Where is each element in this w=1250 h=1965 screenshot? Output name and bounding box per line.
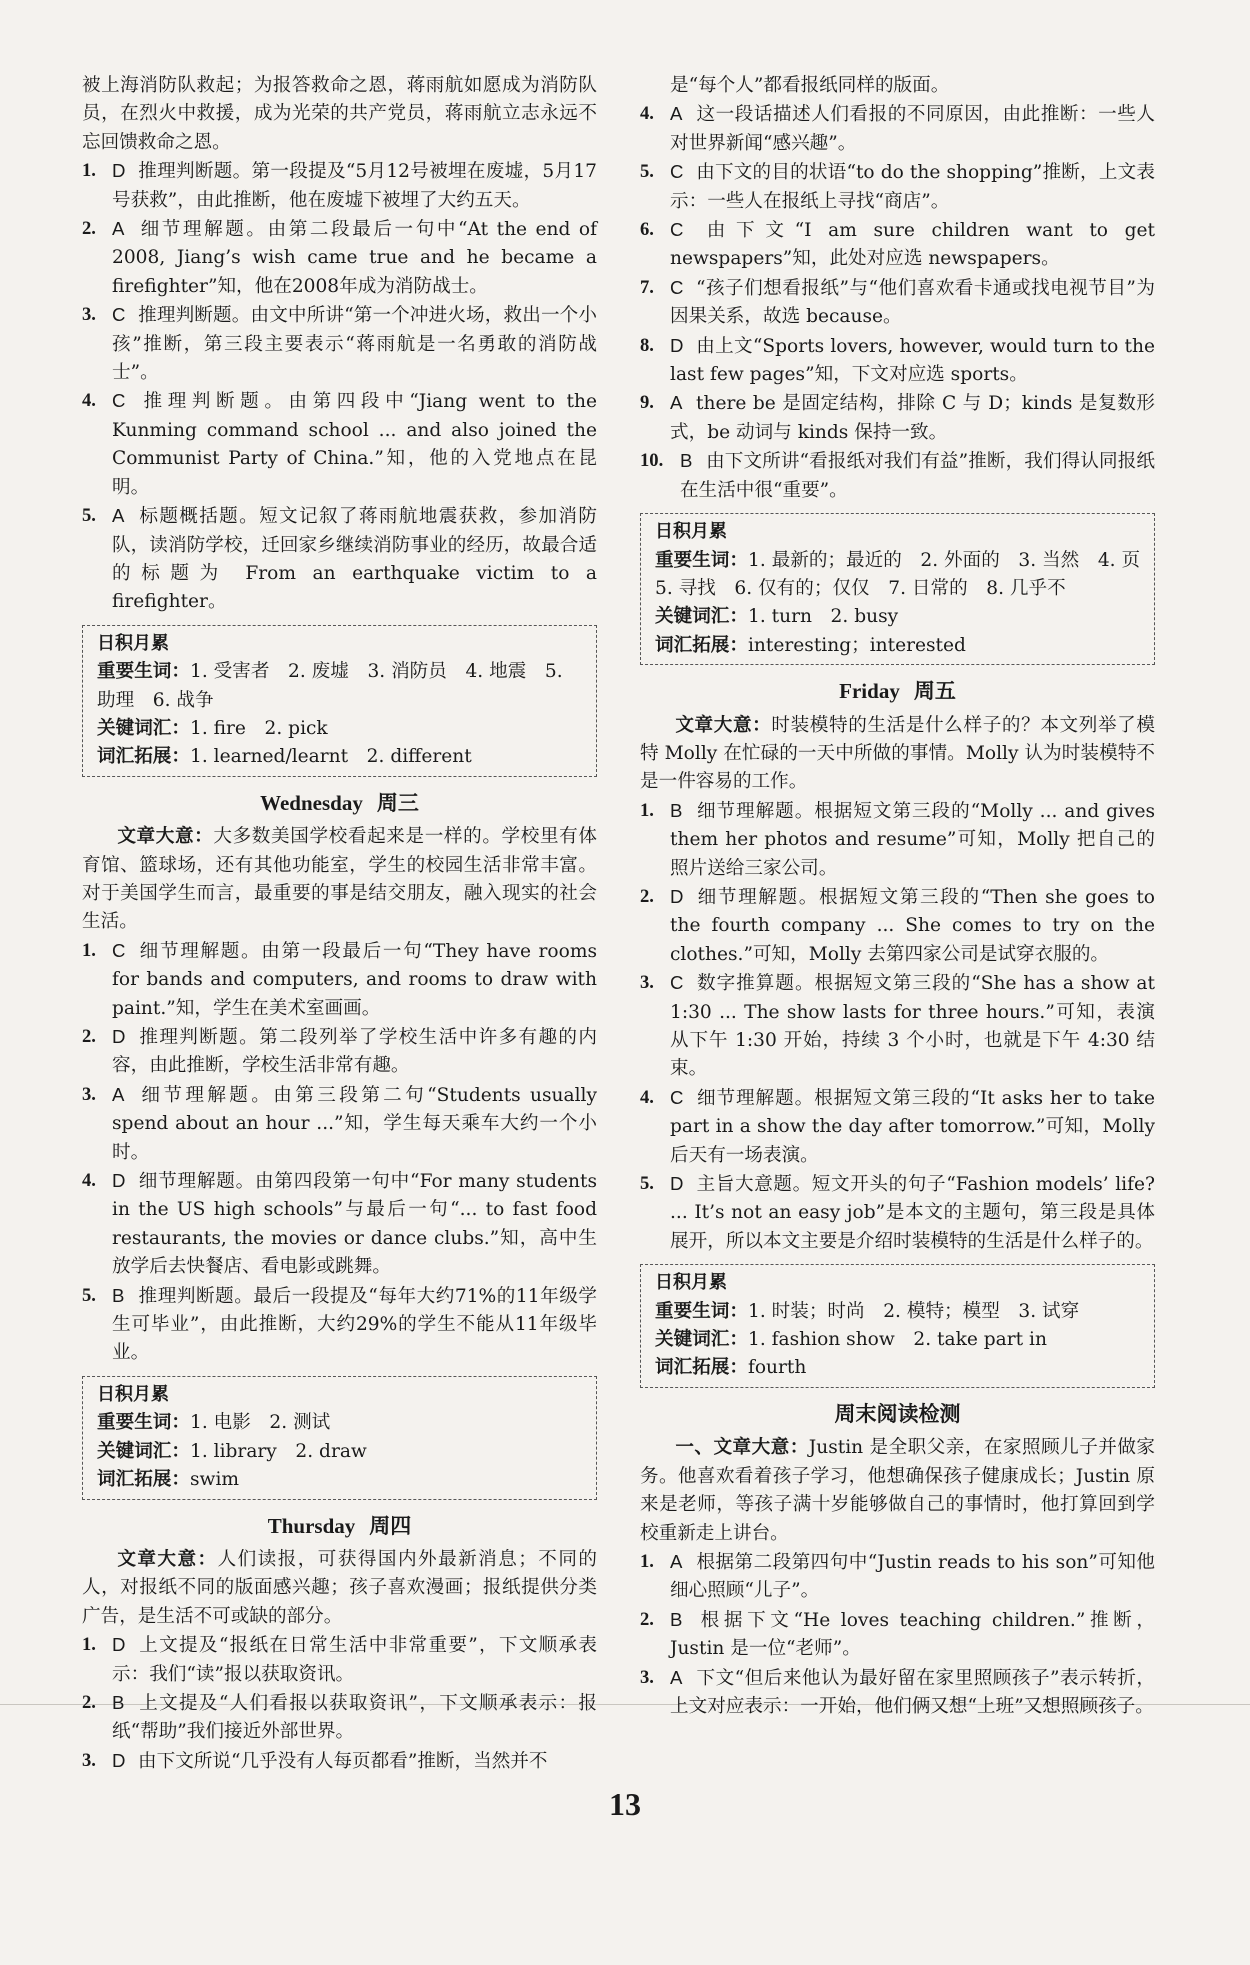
vocab-box-thursday: 日积月累 重要生词：1. 最新的；最近的 2. 外面的 3. 当然 4. 页 5. 寻找 6. 仅有的；仅仅 7. 日常的 8. 几乎不 关键词汇：1. turn 2. busy 词汇拓展：interesting；interested: [640, 513, 1155, 665]
answer-item: 3. A 细节理解题。由第三段第二句“Students usually spend about an hour ...”知，学生每天乘车大约一个小时。: [82, 1083, 597, 1163]
friday-summary: 文章大意：时装模特的生活是什么样子的？本文列举了模特 Molly 在忙碌的一天中所做的事情。Molly 认为时装模特不是一件容易的工作。: [640, 714, 1155, 793]
weekend-summary: 一、文章大意：Justin 是全职父亲，在家照顾儿子并做家务。他喜欢看着孩子学习，他想确保孩子健康成长；Justin 原来是老师，等孩子满十岁能够做自己的事情时，他打算回到学校重新走上讲台。: [640, 1437, 1155, 1544]
vocab-box-tuesday: 日积月累 重要生词：1. 受害者 2. 废墟 3. 消防员 4. 地震 5. 助理 6. 战争 关键词汇：1. fire 2. pick 词汇拓展：1. learned/learnt 2. different: [82, 625, 597, 777]
vocab-box-heading: 日积月累: [97, 632, 169, 654]
answer-item: 1. B 细节理解题。根据短文第三段的“Molly ... and gives them her photos and resume”可知，Molly 把自己的照片送给三家公司。: [640, 799, 1155, 879]
answer-item: 2. D 细节理解题。根据短文第三段的“Then she goes to the fourth company ... She comes to try on the clothes.”可知，Molly 去第四家公司是试穿衣服的。: [640, 885, 1155, 965]
answer-item: 4. D 细节理解题。由第四段第一句中“For many students in the US high schools”与最后一句“... to fast food restaurants, the movies or dance clubs.”知，高中生放学后去快餐店、看电影或跳舞。: [82, 1170, 597, 1278]
answer-item: 3. C 推理判断题。由文中所讲“第一个冲进火场，救出一个小孩”推断，第三段主要表示“蒋雨航是一名勇敢的消防战士”。: [82, 304, 597, 384]
vocab-box-wednesday: 日积月累 重要生词：1. 电影 2. 测试 关键词汇：1. library 2. draw 词汇拓展：swim: [82, 1376, 597, 1500]
thursday-answers-cont: [640, 100, 1155, 505]
answer-item: 3. C 数字推算题。根据短文第三段的“She has a show at 1:30 ... The show lasts for three hours.”可知，表演从下午 1:30 开始，持续 3 个小时，也就是下午 4:30 结束。: [640, 972, 1155, 1080]
answer-item: 4. C 细节理解题。根据短文第三段的“It asks her to take part in a show the day after tomorrow.”可知，Molly 后天有一场表演。: [640, 1086, 1155, 1166]
answer-item: 4. C 推理判断题。由第四段中“Jiang went to the Kunming command school ... and also joined the Communist Party of China.”知，他的入党地点在昆明。: [82, 390, 597, 498]
friday-answers: [640, 797, 1155, 1257]
thursday-summary: 文章大意：人们读报，可获得国内外最新消息；不同的人，对报纸不同的版面感兴趣；孩子喜欢漫画；报纸提供分类广告，是生活不可或缺的部分。: [82, 1548, 597, 1627]
section-title-weekend: 周末阅读检测: [834, 1401, 961, 1426]
left-column: [82, 72, 597, 1776]
section-title-thursday: Thursday 周四: [267, 1513, 412, 1538]
answer-item: 1. D 上文提及“报纸在日常生活中非常重要”，下文顺承表示：我们“读”报以获取资讯。: [82, 1634, 597, 1685]
wednesday-answers: [82, 937, 597, 1368]
answer-item: 6. C 由下文“I am sure children want to get newspapers”知，此处对应选 newspapers。: [640, 219, 1155, 270]
thursday-answers: [82, 1631, 597, 1776]
answer-item: 5. D 主旨大意题。短文开头的句子“Fashion models’ life? ... It’s not an easy job”是本文的主题句，第三段是具体展开，所以本文主要是介绍时装模特的生活是什么样子的。: [640, 1173, 1155, 1252]
answer-item: 3. D 由下文所说“几乎没有人每页都看”推断，当然并不: [82, 1749, 548, 1772]
tuesday-answers: [82, 157, 597, 617]
answer-item: 4. A 这一段话描述人们看报的不同原因，由此推断：一些人对世界新闻“感兴趣”。: [640, 103, 1155, 154]
weekend-answers: [640, 1548, 1155, 1721]
answer-item: 10. B 由下文所讲“看报纸对我们有益”推断，我们得认同报纸在生活中很“重要”。: [640, 450, 1155, 501]
vocab-box-friday: 日积月累 重要生词：1. 时装；时尚 2. 模特；模型 3. 试穿 关键词汇：1. fashion show 2. take part in 词汇拓展：fourth: [640, 1264, 1155, 1388]
answer-item: 3. A 下文“但后来他认为最好留在家里照顾孩子”表示转折，上文对应表示：一开始，他们俩又想“上班”又想照顾孩子。: [640, 1666, 1155, 1717]
wednesday-summary: 文章大意：大多数美国学校看起来是一样的。学校里有体育馆、篮球场，还有其他功能室，学生的校园生活非常丰富。对于美国学生而言，最重要的事是结交朋友，融入现实的社会生活。: [82, 826, 597, 933]
answer-item: 1. A 根据第二段第四句中“Justin reads to his son”可知他细心照顾“儿子”。: [640, 1550, 1155, 1602]
answer-item: 5. B 推理判断题。最后一段提及“每年大约71%的11年级学生可毕业”，由此推断，大约29%的学生不能从11年级毕业。: [82, 1284, 597, 1364]
thursday-continued: 是“每个人”都看报纸同样的版面。: [670, 75, 950, 96]
answer-item: 1. C 细节理解题。由第一段最后一句“They have rooms for bands and computers, and rooms to draw with paint.”知，学生在美术室画画。: [82, 939, 597, 1019]
page-number: 13: [609, 1786, 641, 1822]
answer-item: 9. A there be 是固定结构，排除 C 与 D；kinds 是复数形式，be 动词与 kinds 保持一致。: [640, 392, 1155, 443]
answer-item: 1. D 推理判断题。第一段提及“5月12号被埋在废墟，5月17号获救”，由此推断，他在废墟下被埋了大约五天。: [82, 160, 597, 211]
answer-item: 2. A 细节理解题。由第二段最后一句中“At the end of 2008, Jiang’s wish came true and he became a firefighter”知，他在2008年成为消防战士。: [82, 218, 597, 297]
answer-item: 2. D 推理判断题。第二段列举了学校生活中许多有趣的内容，由此推断，学校生活非常有趣。: [82, 1026, 597, 1077]
answer-item: 8. D 由上文“Sports lovers, however, would turn to the last few pages”知，下文对应选 sports。: [640, 334, 1155, 386]
answer-item: 5. A 标题概括题。短文记叙了蒋雨航地震获救，参加消防队，读消防学校，迁回家乡继续消防事业的经历，故最合适的标题为 From an earthquake victim to a firefighter。: [82, 505, 597, 613]
answer-item: 2. B 上文提及“人们看报以获取资讯”，下文顺承表示：报纸“帮助”我们接近外部世界。: [82, 1691, 597, 1743]
section-title-friday: Friday 周五: [839, 679, 956, 704]
intro-paragraph: 被上海消防队救起；为报答救命之恩，蒋雨航如愿成为消防队员，在烈火中救援，成为光荣的共产党员，蒋雨航立志永远不忘回馈救命之恩。: [82, 75, 597, 153]
right-column: [640, 72, 1159, 1721]
section-title-wednesday: Wednesday 周三: [260, 790, 419, 815]
answer-item: 5. C 由下文的目的状语“to do the shopping”推断，上文表示：一些人在报纸上寻找“商店”。: [640, 161, 1155, 212]
answer-item: 7. C “孩子们想看报纸”与“他们喜欢看卡通或找电视节目”为因果关系，故选 because。: [640, 276, 1155, 328]
answer-item: 2. B 根据下文“He loves teaching children.”推断，Justin 是一位“老师”。: [640, 1608, 1155, 1660]
